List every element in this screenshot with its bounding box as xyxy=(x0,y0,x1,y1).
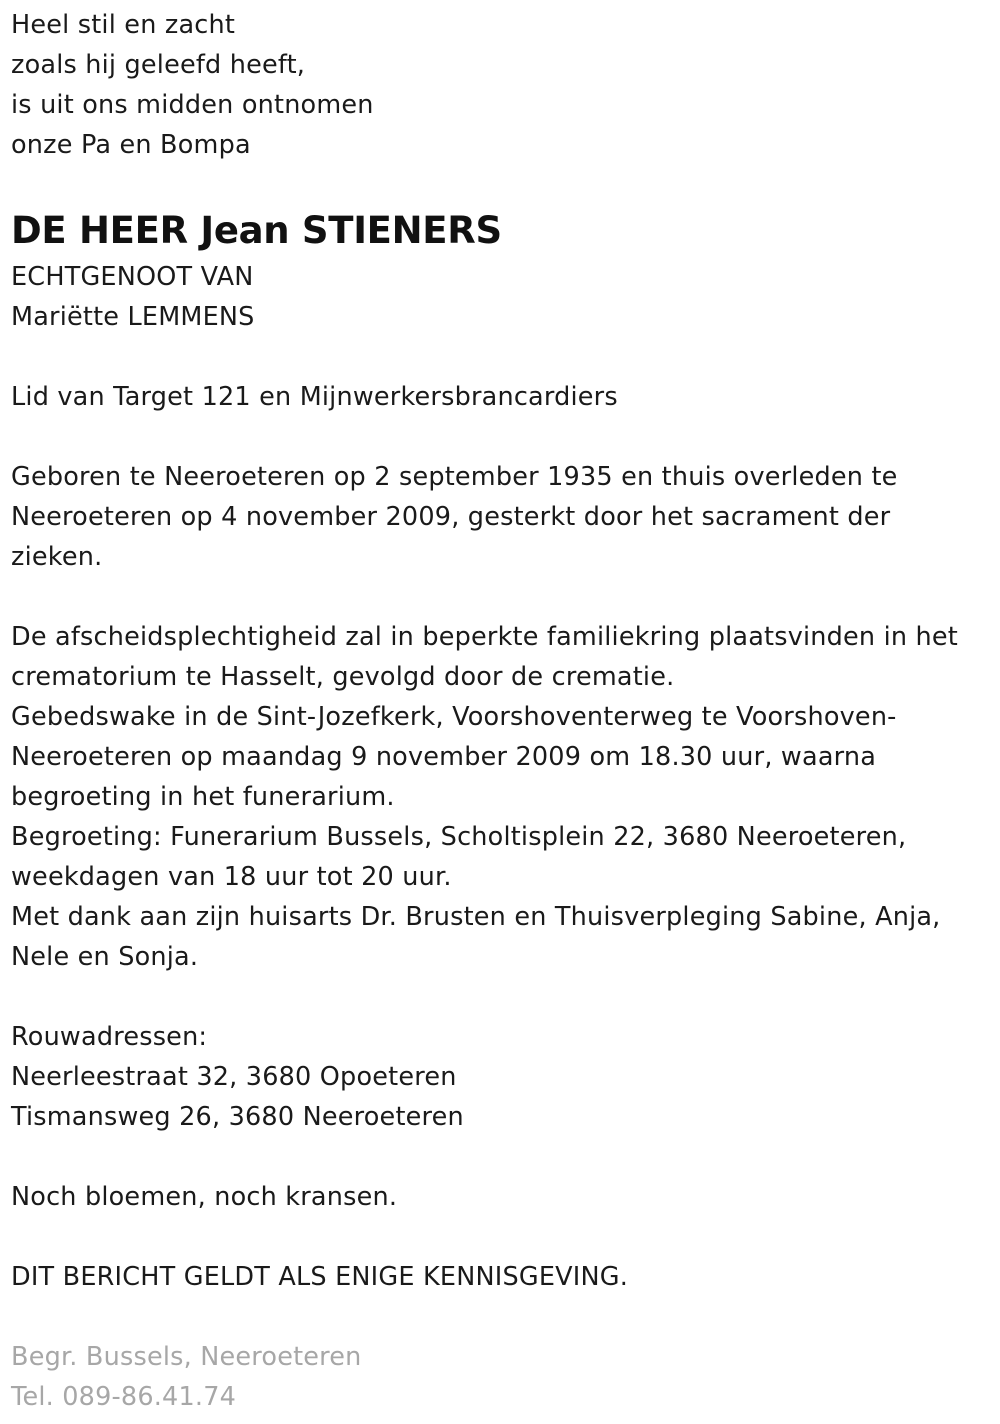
spouse-name: Mariëtte LEMMENS xyxy=(11,302,255,332)
obituary-document xyxy=(11,5,991,1417)
intro-line: Heel stil en zacht xyxy=(11,10,236,40)
paragraph-line: zieken. xyxy=(11,542,103,572)
spacer xyxy=(11,337,991,377)
funeral-home-name: Begr. Bussels, Neeroeteren xyxy=(11,1342,362,1372)
spacer xyxy=(11,977,991,1017)
spacer xyxy=(11,417,991,457)
spacer xyxy=(11,1217,991,1257)
paragraph-line: Begroeting: Funerarium Bussels, Scholtisplein 22, 3680 Neeroeteren, xyxy=(11,822,907,852)
intro-line: is uit ons midden ontnomen xyxy=(11,90,374,120)
address-line: Tismansweg 26, 3680 Neeroeteren xyxy=(11,1102,464,1132)
ceremony-paragraph xyxy=(11,617,991,977)
paragraph-line: Neeroeteren op maandag 9 november 2009 om 18.30 uur, waarna xyxy=(11,742,877,772)
paragraph-line: weekdagen van 18 uur tot 20 uur. xyxy=(11,862,452,892)
funeral-home-phone: Tel. 089-86.41.74 xyxy=(11,1382,237,1412)
addresses-heading: Rouwadressen: xyxy=(11,1022,208,1052)
paragraph-line: De afscheidsplechtigheid zal in beperkte familiekring plaatsvinden in het xyxy=(11,622,958,652)
address-line: Neerleestraat 32, 3680 Opoeteren xyxy=(11,1062,457,1092)
paragraph-line: begroeting in het funerarium. xyxy=(11,782,395,812)
paragraph-line: Nele en Sonja. xyxy=(11,942,199,972)
paragraph-line: Geboren te Neeroeteren op 2 september 1935 en thuis overleden te xyxy=(11,462,898,492)
intro-verse xyxy=(11,5,991,165)
flowers-note: Noch bloemen, noch kransen. xyxy=(11,1182,398,1212)
spacer xyxy=(11,577,991,617)
intro-line: zoals hij geleefd heeft, xyxy=(11,50,306,80)
birth-death-paragraph xyxy=(11,457,991,577)
spacer xyxy=(11,1297,991,1337)
funeral-home-footer xyxy=(11,1337,991,1417)
paragraph-line: Gebedswake in de Sint-Jozefkerk, Voorshoventerweg te Voorshoven- xyxy=(11,702,897,732)
paragraph-line: Met dank aan zijn huisarts Dr. Brusten en Thuisverpleging Sabine, Anja, xyxy=(11,902,941,932)
official-notice: DIT BERICHT GELDT ALS ENIGE KENNISGEVING. xyxy=(11,1262,629,1292)
intro-line: onze Pa en Bompa xyxy=(11,130,251,160)
spouse-label: ECHTGENOOT VAN xyxy=(11,262,254,292)
membership: Lid van Target 121 en Mijnwerkersbrancardiers xyxy=(11,382,618,412)
deceased-name: DE HEER Jean STIENERS xyxy=(11,209,502,252)
spacer xyxy=(11,165,991,205)
paragraph-line: Neeroeteren op 4 november 2009, gesterkt door het sacrament der xyxy=(11,502,891,532)
mourning-addresses xyxy=(11,1017,991,1137)
spacer xyxy=(11,1137,991,1177)
paragraph-line: crematorium te Hasselt, gevolgd door de crematie. xyxy=(11,662,675,692)
